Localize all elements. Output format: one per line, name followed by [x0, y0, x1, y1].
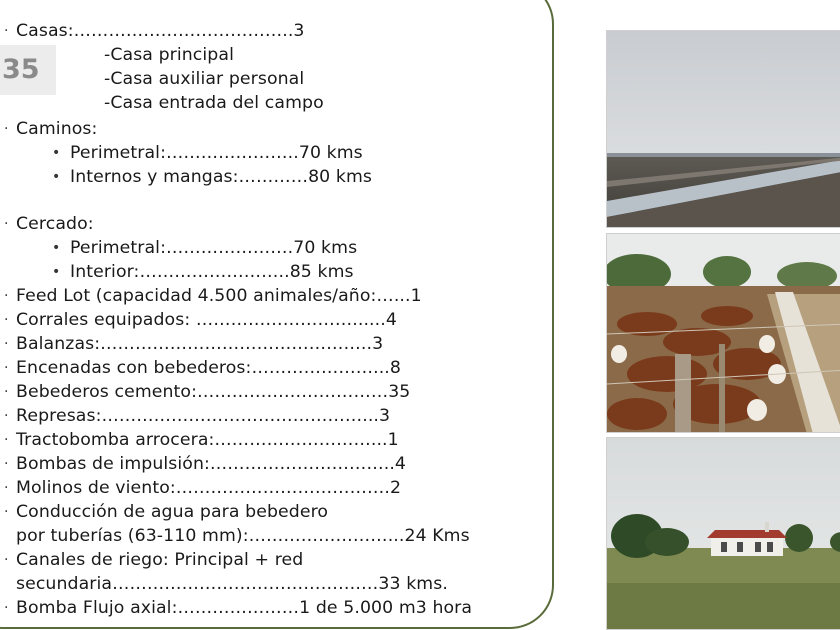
list-item-continuation: por tuberías (63-110 mm):……………………...24 Kms: [16, 526, 470, 546]
bullet-marker: ·: [4, 336, 9, 352]
list-subitem: Perimetral:………………….70 kms: [70, 238, 358, 258]
list-subitem: -Casa auxiliar personal: [104, 69, 305, 89]
bullet-marker: ·: [4, 432, 9, 448]
ranch-house-photo: [606, 437, 840, 630]
list-item: Balanzas:………………………………………..3: [16, 334, 384, 354]
list-item: Feed Lot (capacidad 4.500 animales/año:…...1: [16, 286, 422, 306]
bullet-marker: •: [52, 264, 61, 280]
bullet-marker: ·: [4, 600, 9, 616]
list-item-continuation: secundaria…………………………………….…33 kms.: [16, 574, 448, 594]
bullet-marker: ·: [4, 312, 9, 328]
bullet-marker: ·: [4, 408, 9, 424]
slide-number: 35: [0, 45, 56, 95]
list-item: Molinos de viento:……………………………….2: [16, 478, 402, 498]
bullet-marker: ·: [4, 360, 9, 376]
bullet-marker: ·: [4, 552, 9, 568]
bullet-marker: ·: [4, 480, 9, 496]
bullet-marker: •: [52, 145, 61, 161]
bullet-marker: •: [52, 169, 61, 185]
list-item-cercado: Cercado:: [16, 214, 94, 234]
bullet-marker: ·: [4, 384, 9, 400]
list-item: Bombas de impulsión:…………………………..4: [16, 454, 407, 474]
bullet-marker: ·: [4, 504, 9, 520]
list-item: Bebederos cemento:……………………………35: [16, 382, 411, 402]
list-subitem: Interior:……………………..85 kms: [70, 262, 354, 282]
list-item: Canales de riego: Principal + red: [16, 550, 304, 570]
bullet-marker: ·: [4, 23, 9, 39]
list-item: Tractobomba arrocera:………………………...1: [16, 430, 399, 450]
list-item: Represas:………………………………………...3: [16, 406, 391, 426]
list-subitem: -Casa principal: [104, 45, 234, 65]
list-item: Conducción de agua para bebedero: [16, 502, 329, 522]
list-item: Corrales equipados: ………………………......4: [16, 310, 397, 330]
bullet-marker: ·: [4, 121, 9, 137]
list-item: Encenadas con bebederos:…………………...8: [16, 358, 401, 378]
list-subitem: Perimetral:…………………..70 kms: [70, 143, 363, 163]
list-subitem: -Casa entrada del campo: [104, 93, 324, 113]
bullet-marker: •: [52, 240, 61, 256]
list-subitem: Internos y mangas:…………80 kms: [70, 167, 373, 187]
list-item-caminos: Caminos:: [16, 119, 98, 139]
list-item: Bomba Flujo axial:…………………1 de 5.000 m3 hora: [16, 598, 473, 618]
feedlot-cattle-photo: [606, 233, 840, 433]
bullet-marker: ·: [4, 216, 9, 232]
list-item-casas: Casas:………………………………..3: [16, 21, 305, 41]
bullet-marker: ·: [4, 456, 9, 472]
irrigation-canal-photo: [606, 30, 840, 228]
bullet-marker: ·: [4, 288, 9, 304]
